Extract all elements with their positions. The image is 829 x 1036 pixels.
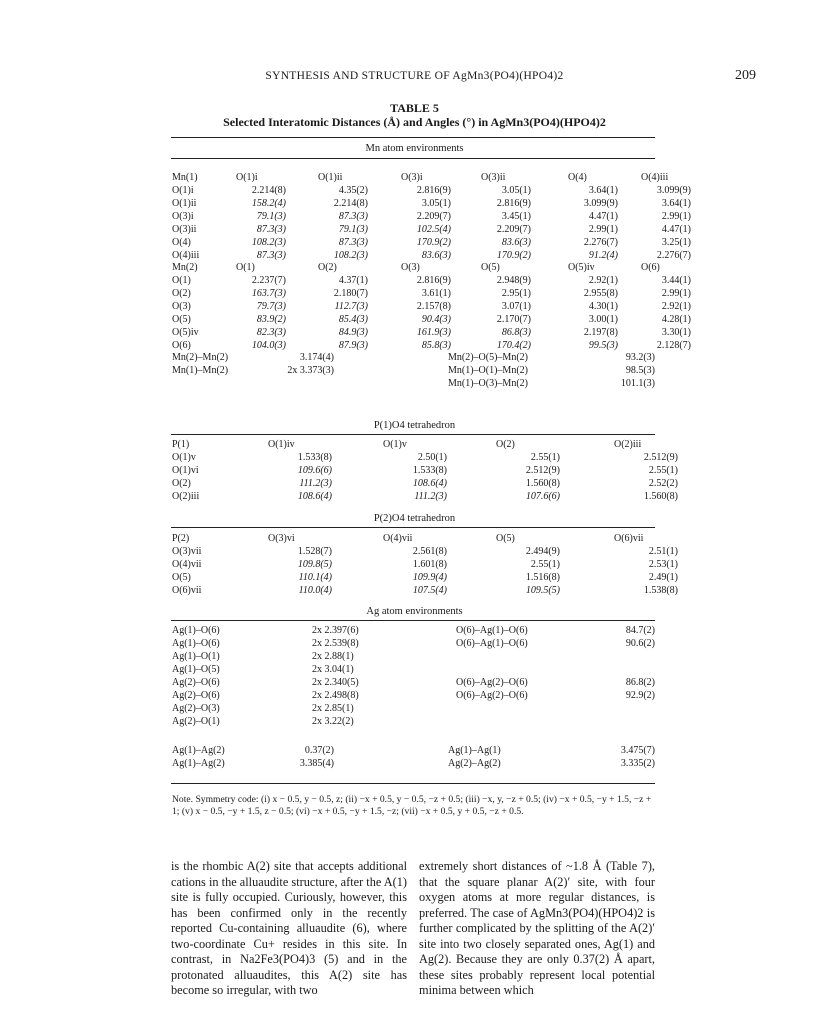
bond-label: Ag(1)–O(1) (172, 651, 220, 662)
table-cell: 109.9(4) (412, 572, 447, 583)
bond-label: Ag(1)–O(6) (172, 625, 220, 636)
table-row (0, 703, 829, 716)
bond-label: Ag(1)–O(5) (172, 664, 220, 675)
section-ag-rule (171, 620, 655, 621)
table-row (0, 327, 829, 340)
table-cell: 85.4(3) (338, 314, 368, 325)
bond-value: 2x 2.498(8) (312, 690, 359, 701)
angle-value: 101.1(3) (620, 378, 655, 389)
bond-label: Ag(2)–O(1) (172, 716, 220, 727)
bond-value: 2x 2.397(6) (312, 625, 359, 636)
table-cell: 4.47(1) (661, 224, 691, 235)
table-cell: 109.5(5) (525, 585, 560, 596)
table-row (0, 288, 829, 301)
section-p2: P(2)O4 tetrahedron (373, 513, 456, 524)
angle-value: 86.8(2) (625, 677, 655, 688)
table-bottom-rule (171, 783, 655, 784)
table-cell: 2.99(1) (661, 211, 691, 222)
bond-value: 0.37(2) (304, 745, 334, 756)
table-cell: 2.55(1) (530, 452, 560, 463)
table-cell: 87.9(3) (338, 340, 368, 351)
table-cell: 110.0(4) (298, 585, 332, 596)
row-label: O(4) (172, 237, 191, 248)
table-cell: 108.6(4) (412, 478, 447, 489)
bond-label: Ag(1)–O(6) (172, 638, 220, 649)
table-header-row (0, 533, 829, 546)
row-label: O(1)i (172, 185, 194, 196)
table-cell: 2.51(1) (648, 546, 678, 557)
angle-value: 92.9(2) (625, 690, 655, 701)
table-cell: 4.37(1) (338, 275, 368, 286)
table-row (0, 275, 829, 288)
table-cell: 158.2(4) (251, 198, 286, 209)
table-cell: 3.25(1) (661, 237, 691, 248)
table-header-row (0, 262, 829, 275)
table-cell: 163.7(3) (251, 288, 286, 299)
table-cell: 109.6(6) (297, 465, 332, 476)
table-cell: 2.948(9) (496, 275, 531, 286)
table-cell: 1.528(7) (297, 546, 332, 557)
table-cell: 2.955(8) (583, 288, 618, 299)
column-header: O(1)v (383, 439, 407, 450)
table-cell: 2.49(1) (648, 572, 678, 583)
bond-value: 3.174(4) (299, 352, 334, 363)
table-cell: 2.197(8) (583, 327, 618, 338)
angle-value: 90.6(2) (625, 638, 655, 649)
bond-value: 2x 2.85(1) (312, 703, 354, 714)
table-cell: 3.05(1) (421, 198, 451, 209)
table-row (0, 491, 829, 504)
column-header: O(2) (496, 439, 515, 450)
angle-label: Ag(1)–Ag(1) (448, 745, 501, 756)
table-row (0, 237, 829, 250)
row-label: O(5) (172, 314, 191, 325)
table-row (0, 651, 829, 664)
table-cell: 2.561(8) (412, 546, 447, 557)
table-cell: 82.3(3) (256, 327, 286, 338)
section-mn-rule (171, 158, 655, 159)
bond-label: Ag(2)–O(3) (172, 703, 220, 714)
table-cell: 111.2(3) (414, 491, 447, 502)
angle-label: Ag(2)–Ag(2) (448, 758, 501, 769)
table-cell: 161.9(3) (416, 327, 451, 338)
table-cell: 4.28(1) (661, 314, 691, 325)
table-cell: 2.95(1) (501, 288, 531, 299)
bond-value: 2x 2.88(1) (312, 651, 354, 662)
row-label: O(3) (172, 301, 191, 312)
column-header: O(3)i (401, 172, 423, 183)
table-cell: 79.7(3) (256, 301, 286, 312)
table-cell: 2.512(9) (643, 452, 678, 463)
column-header: O(1)i (236, 172, 258, 183)
table-cell: 85.8(3) (421, 340, 451, 351)
row-label: O(6)vii (172, 585, 202, 596)
row-label: O(3)ii (172, 224, 197, 235)
row-label: O(6) (172, 340, 191, 351)
table-cell: 1.516(8) (525, 572, 560, 583)
table-cell: 2.237(7) (251, 275, 286, 286)
table-row (0, 365, 829, 378)
table-row (0, 716, 829, 729)
table-row (0, 745, 829, 758)
table-cell: 2.170(7) (496, 314, 531, 325)
table-cell: 2.53(1) (648, 559, 678, 570)
table-cell: 87.3(3) (256, 224, 286, 235)
angle-value: 93.2(3) (625, 352, 655, 363)
bond-label: Ag(1)–Ag(2) (172, 745, 225, 756)
table-row (0, 625, 829, 638)
row-label: O(4)iii (172, 250, 200, 261)
angle-label: Mn(1)–O(3)–Mn(2) (448, 378, 528, 389)
angle-label: O(6)–Ag(2)–O(6) (456, 690, 528, 701)
section-p1: P(1)O4 tetrahedron (373, 420, 456, 431)
table-cell: 2.180(7) (333, 288, 368, 299)
column-header: O(5) (481, 262, 500, 273)
column-header: O(6)vii (614, 533, 644, 544)
table-cell: 104.0(3) (251, 340, 286, 351)
table-cell: 1.560(8) (643, 491, 678, 502)
bond-label: Mn(2)–Mn(2) (172, 352, 229, 363)
column-header: O(1)ii (318, 172, 343, 183)
table-cell: 170.4(2) (496, 340, 531, 351)
table-cell: 1.560(8) (525, 478, 560, 489)
row-label: O(3)i (172, 211, 194, 222)
table-row (0, 638, 829, 651)
column-header: O(1) (236, 262, 255, 273)
table-row (0, 211, 829, 224)
table-cell: 108.2(3) (251, 237, 286, 248)
table-cell: 2.92(1) (588, 275, 618, 286)
table-cell: 3.64(1) (588, 185, 618, 196)
table-cell: 2.816(9) (416, 185, 451, 196)
table-cell: 3.61(1) (421, 288, 451, 299)
table-cell: 3.45(1) (501, 211, 531, 222)
table-cell: 108.2(3) (333, 250, 368, 261)
table-cell: 99.5(3) (588, 340, 618, 351)
table-row (0, 559, 829, 572)
angle-value: 84.7(2) (625, 625, 655, 636)
table-cell: 4.30(1) (588, 301, 618, 312)
bond-label: Ag(2)–O(6) (172, 690, 220, 701)
column-header: O(4)vii (383, 533, 413, 544)
bond-value: 2x 2.340(5) (312, 677, 359, 688)
table-row (0, 452, 829, 465)
table-cell: 110.1(4) (298, 572, 332, 583)
table-cell: 2.816(9) (416, 275, 451, 286)
table-cell: 102.5(4) (416, 224, 451, 235)
central-atom-label: Mn(1) (172, 172, 198, 183)
table-cell: 86.8(3) (501, 327, 531, 338)
column-header: O(5) (496, 533, 515, 544)
bond-value: 2x 3.04(1) (312, 664, 354, 675)
table-cell: 2.276(7) (656, 250, 691, 261)
table-row (0, 572, 829, 585)
angle-value: 3.335(2) (620, 758, 655, 769)
table-cell: 3.64(1) (661, 198, 691, 209)
page-number: 209 (735, 68, 756, 83)
table-cell: 2.816(9) (496, 198, 531, 209)
table-header-row (0, 439, 829, 452)
row-label: O(2) (172, 288, 191, 299)
table-cell: 84.9(3) (338, 327, 368, 338)
column-header: O(4) (568, 172, 587, 183)
table-cell: 108.6(4) (297, 491, 332, 502)
bond-value: 3.385(4) (299, 758, 334, 769)
table-row (0, 378, 829, 391)
table-cell: 2.209(7) (416, 211, 451, 222)
bond-value: 2x 2.539(8) (312, 638, 359, 649)
table-row (0, 185, 829, 198)
table-cell: 2.55(1) (530, 559, 560, 570)
table-cell: 1.533(8) (297, 452, 332, 463)
table-cell: 2.99(1) (661, 288, 691, 299)
table-cell: 3.00(1) (588, 314, 618, 325)
table-cell: 79.1(3) (338, 224, 368, 235)
running-head: SYNTHESIS AND STRUCTURE OF AgMn3(PO4)(HPO4)2 (265, 70, 564, 82)
table-cell: 79.1(3) (256, 211, 286, 222)
angle-label: Mn(2)–O(5)–Mn(2) (448, 352, 528, 363)
row-label: O(2) (172, 478, 191, 489)
angle-label: O(6)–Ag(2)–O(6) (456, 677, 528, 688)
row-label: O(3)vii (172, 546, 202, 557)
table-cell: 87.3(3) (338, 211, 368, 222)
table-cell: 3.30(1) (661, 327, 691, 338)
table-cell: 3.099(9) (583, 198, 618, 209)
table-cell: 1.538(8) (643, 585, 678, 596)
table-cell: 2.157(8) (416, 301, 451, 312)
table-row (0, 301, 829, 314)
table-row (0, 585, 829, 598)
column-header: O(2)iii (614, 439, 642, 450)
table-cell: 87.3(3) (256, 250, 286, 261)
angle-label: O(6)–Ag(1)–O(6) (456, 638, 528, 649)
table-note: Note. Symmetry code: (i) x − 0.5, y − 0.5, z; (ii) −x + 0.5, y − 0.5, −z + 0.5; (iii) −x, y, −z + 0.5; (iv) −x + 0.5, −y + 1.5, −z + 1; (v) x − 0.5, −y + 1.5, z − 0.5; (vi) −x + 0.5, −y + 1.5, −z; (vii) −x + 0.5, y + 0.5, −z + 0.5. (172, 794, 652, 817)
column-header: O(2) (318, 262, 337, 273)
table-row (0, 478, 829, 491)
table-cell: 87.3(3) (338, 237, 368, 248)
table-cell: 112.7(3) (334, 301, 368, 312)
row-label: O(4)vii (172, 559, 202, 570)
table-row (0, 546, 829, 559)
table-cell: 3.44(1) (661, 275, 691, 286)
table-header-row (0, 172, 829, 185)
table-cell: 83.6(3) (501, 237, 531, 248)
column-header: O(6) (641, 262, 660, 273)
table-row (0, 198, 829, 211)
bond-value: 2x 3.373(3) (287, 365, 334, 376)
table-cell: 2.214(8) (251, 185, 286, 196)
table-cell: 2.52(2) (648, 478, 678, 489)
table-cell: 2.494(9) (525, 546, 560, 557)
body-text-left: is the rhombic A(2) site that accepts additional cations in the alluaudite structure, after the A(1) site is fully occupied. Curiously, however, this has been confirmed only in the recently reported Cu-containing alluaudite (6), where two-coordinate Cu+ resides in this site. In contrast, in Na2Fe3(PO4)3 (5) and in the protonated alluaudites, this A(2) site has become so irregular, with two (171, 859, 407, 997)
table-top-rule (171, 137, 655, 138)
table-cell: 107.5(4) (412, 585, 447, 596)
angle-label: O(6)–Ag(1)–O(6) (456, 625, 528, 636)
table-row (0, 690, 829, 703)
table-cell: 90.4(3) (421, 314, 451, 325)
row-label: O(5)iv (172, 327, 199, 338)
row-label: O(1)v (172, 452, 196, 463)
table-row (0, 224, 829, 237)
body-text-right: extremely short distances of ~1.8 Å (Table 7), that the square planar A(2)′ site, with four oxygen atoms at more regular distances, is preferred. The case of AgMn3(PO4)(HPO4)2 is further complicated by the splitting of the A(2)′ site into two closely separated ones, Ag(1) and Ag(2). Because they are only 0.37(2) Å apart, these sites probably represent local potential minima between which (419, 859, 655, 997)
table-row (0, 314, 829, 327)
table-cell: 83.6(3) (421, 250, 451, 261)
bond-label: Ag(2)–O(6) (172, 677, 220, 688)
table-label: TABLE 5 (390, 101, 439, 115)
row-label: O(1)ii (172, 198, 197, 209)
angle-label: Mn(1)–O(1)–Mn(2) (448, 365, 528, 376)
table-cell: 2.276(7) (583, 237, 618, 248)
section-p2-rule (171, 527, 655, 528)
table-cell: 111.2(3) (299, 478, 332, 489)
table-cell: 109.8(5) (297, 559, 332, 570)
column-header: O(3)vi (268, 533, 295, 544)
table-cell: 3.05(1) (501, 185, 531, 196)
table-cell: 107.6(6) (525, 491, 560, 502)
central-atom-label: Mn(2) (172, 262, 198, 273)
table-caption: Selected Interatomic Distances (Å) and Angles (°) in AgMn3(PO4)(HPO4)2 (223, 115, 606, 129)
row-label: O(1)vi (172, 465, 199, 476)
column-header: O(4)iii (641, 172, 669, 183)
table-cell: 3.07(1) (501, 301, 531, 312)
angle-value: 98.5(3) (625, 365, 655, 376)
table-cell: 170.9(2) (496, 250, 531, 261)
table-cell: 2.209(7) (496, 224, 531, 235)
bond-value: 2x 3.22(2) (312, 716, 354, 727)
table-cell: 2.92(1) (661, 301, 691, 312)
table-cell: 4.35(2) (338, 185, 368, 196)
table-cell: 2.50(1) (417, 452, 447, 463)
table-cell: 1.533(8) (412, 465, 447, 476)
column-header: O(1)iv (268, 439, 295, 450)
table-cell: 2.214(8) (333, 198, 368, 209)
section-ag: Ag atom environments (366, 606, 463, 617)
table-cell: 1.601(8) (412, 559, 447, 570)
central-atom-label: P(1) (172, 439, 190, 450)
table-cell: 83.9(2) (256, 314, 286, 325)
table-row (0, 664, 829, 677)
table-cell: 3.099(9) (656, 185, 691, 196)
table-row (0, 758, 829, 771)
angle-value: 3.475(7) (620, 745, 655, 756)
column-header: O(5)iv (568, 262, 595, 273)
table-cell: 4.47(1) (588, 211, 618, 222)
row-label: O(2)iii (172, 491, 200, 502)
table-cell: 2.55(1) (648, 465, 678, 476)
section-mn: Mn atom environments (365, 143, 464, 154)
table-cell: 2.128(7) (656, 340, 691, 351)
section-p1-rule (171, 434, 655, 435)
bond-label: Ag(1)–Ag(2) (172, 758, 225, 769)
table-cell: 170.9(2) (416, 237, 451, 248)
row-label: O(5) (172, 572, 191, 583)
table-cell: 2.99(1) (588, 224, 618, 235)
table-row (0, 352, 829, 365)
row-label: O(1) (172, 275, 191, 286)
column-header: O(3) (401, 262, 420, 273)
bond-label: Mn(1)–Mn(2) (172, 365, 229, 376)
table-row (0, 465, 829, 478)
column-header: O(3)ii (481, 172, 506, 183)
table-cell: 2.512(9) (525, 465, 560, 476)
central-atom-label: P(2) (172, 533, 190, 544)
table-cell: 91.2(4) (588, 250, 618, 261)
table-row (0, 677, 829, 690)
